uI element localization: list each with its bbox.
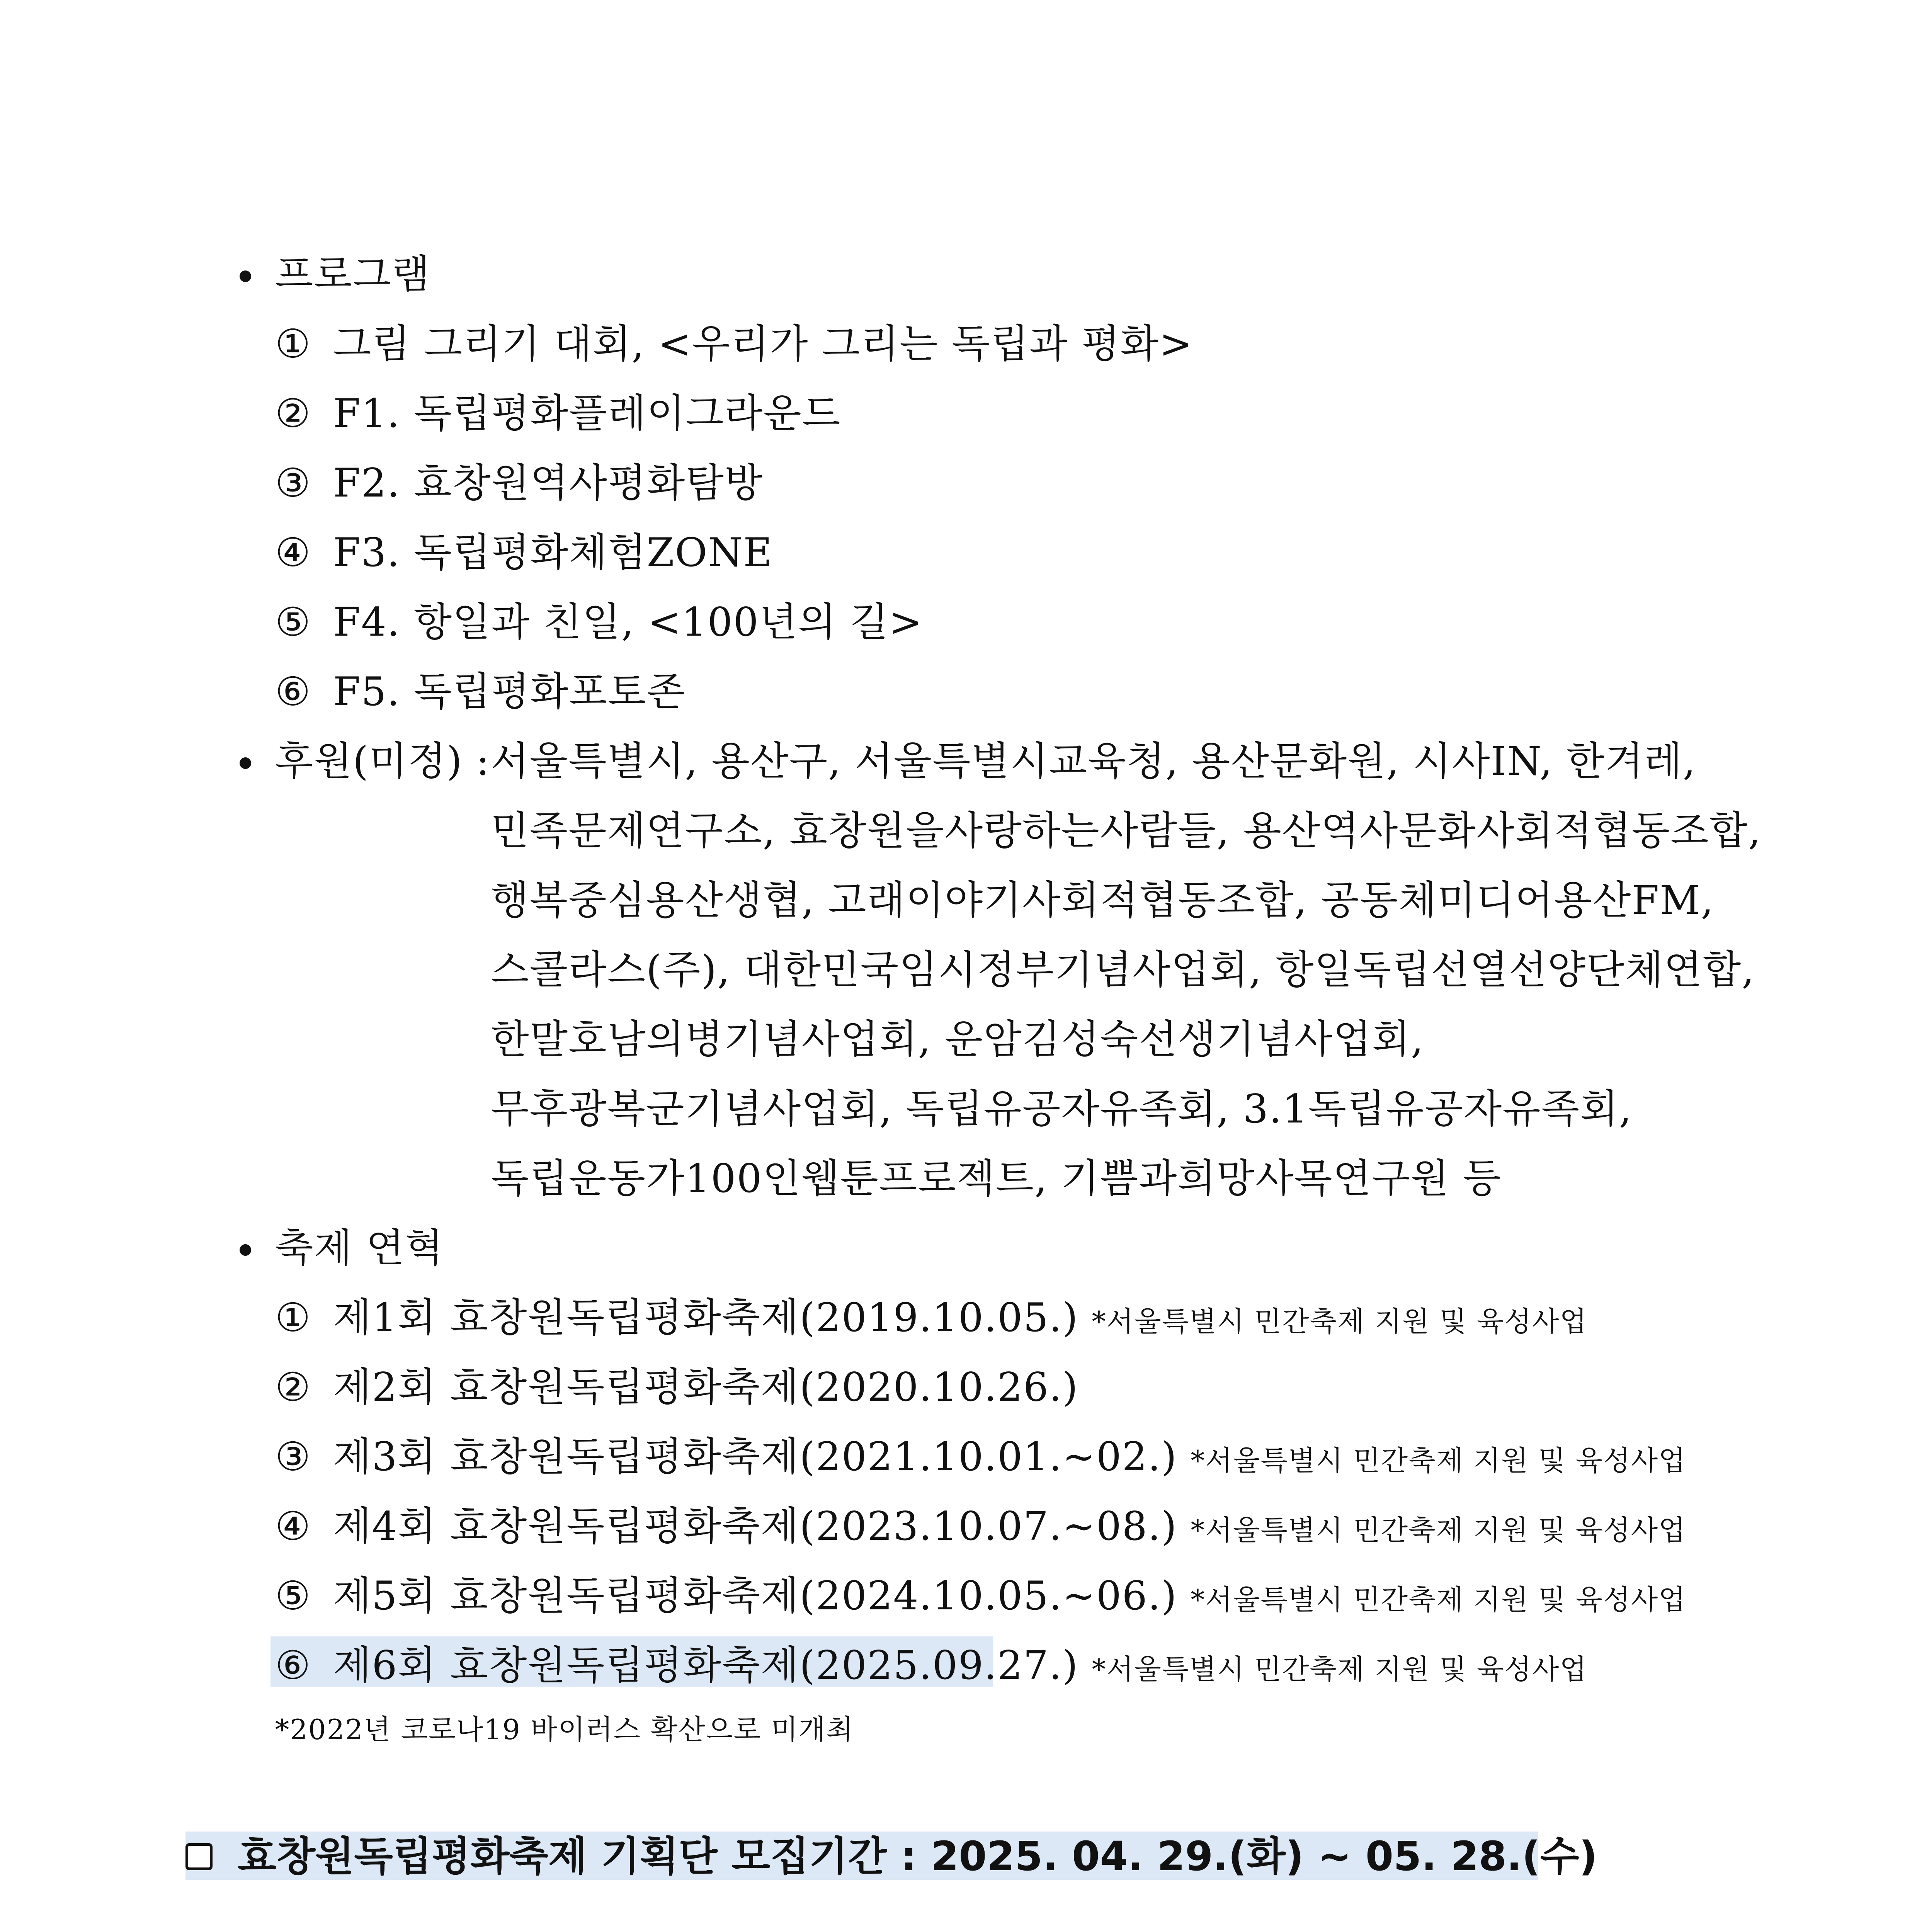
history-item-text: 제6회 효창원독립평화축제(2025.09.27.) [333, 1643, 1079, 1689]
bullet [240, 270, 251, 282]
program-item-text: F3. 독립평화체험ZONE [333, 530, 773, 576]
history-item-4 [275, 1503, 1686, 1549]
program-item-text: F5. 독립평화포토존 [333, 669, 686, 715]
circled-number: ⑤ [275, 599, 311, 645]
history-item-note: *서울특별시 민간축제 지원 및 육성사업 [1092, 1653, 1588, 1685]
program-item-text: 그림 그리기 대회, <우리가 그리는 독립과 평화> [333, 321, 1193, 367]
history-item-text: 제4회 효창원독립평화축제(2023.10.07.~08.) [333, 1503, 1177, 1549]
circled-number: ① [275, 321, 311, 367]
history-item-text: 제3회 효창원독립평화축제(2021.10.01.~02.) [333, 1434, 1177, 1480]
circled-number: ④ [275, 530, 311, 576]
circled-number: ② [275, 391, 311, 437]
sponsors-line-7: 독립운동가100인웹툰프로젝트, 기쁨과희망사목연구원 등 [491, 1156, 1502, 1202]
history-item-text: 제1회 효창원독립평화축제(2019.10.05.) [333, 1295, 1079, 1341]
history-title: 축제 연혁 [275, 1225, 444, 1271]
circled-number: ③ [275, 460, 311, 506]
history-item-3 [275, 1434, 1686, 1480]
history-item-1 [275, 1295, 1588, 1341]
circled-number: ④ [275, 1503, 311, 1549]
sponsors-line-2: 민족문제연구소, 효창원을사랑하는사람들, 용산역사문화사회적협동조합, [491, 808, 1762, 854]
history-item-note: *서울특별시 민간축제 지원 및 육성사업 [1092, 1305, 1588, 1338]
history-item-6 [275, 1643, 1588, 1689]
program-item-3 [275, 460, 764, 506]
history-item-note: *서울특별시 민간축제 지원 및 육성사업 [1191, 1444, 1686, 1477]
history-item-2 [275, 1364, 1079, 1410]
history-item-note: *서울특별시 민간축제 지원 및 육성사업 [1191, 1583, 1686, 1616]
program-title: 프로그램 [275, 252, 431, 298]
circled-number: ⑥ [275, 669, 311, 715]
history-footnote: *2022년 코로나19 바이러스 확산으로 미개최 [275, 1713, 854, 1746]
program-item-text: F1. 독립평화플레이그라운드 [333, 391, 841, 437]
history-item-text: 제5회 효창원독립평화축제(2024.10.05.~06.) [333, 1573, 1177, 1619]
bullet [240, 1244, 251, 1256]
program-item-1 [275, 321, 1193, 367]
circled-number: ① [275, 1295, 311, 1341]
program-item-6 [275, 669, 686, 715]
circled-number: ② [275, 1364, 311, 1410]
circled-number: ③ [275, 1434, 311, 1480]
sponsors-line-3: 행복중심용산생협, 고래이야기사회적협동조합, 공동체미디어용산FM, [491, 878, 1715, 923]
program-item-5 [275, 599, 923, 645]
program-item-4 [275, 530, 773, 576]
program-item-2 [275, 391, 841, 437]
sponsors-line-4: 스콜라스(주), 대한민국임시정부기념사업회, 항일독립선열선양단체연합, [491, 947, 1755, 993]
sponsors-line-1: 서울특별시, 용산구, 서울특별시교육청, 용산문화원, 시사IN, 한겨레, [491, 738, 1696, 784]
sponsors-line-6: 무후광복군기념사업회, 독립유공자유족회, 3.1독립유공자유족회, [491, 1086, 1633, 1132]
recruit-title: 효창원독립평화축제 기획단 모집기간 : 2025. 04. 29.(화) ~ 05. 28.(수) [238, 1833, 1597, 1880]
sponsors-line-5: 한말호남의병기념사업회, 운암김성숙선생기념사업회, [491, 1017, 1424, 1063]
history-item-text: 제2회 효창원독립평화축제(2020.10.26.) [333, 1364, 1079, 1410]
circled-number: ⑤ [275, 1573, 311, 1619]
bullet [240, 757, 251, 769]
history-item-5 [275, 1573, 1686, 1619]
history-item-note: *서울특별시 민간축제 지원 및 육성사업 [1191, 1514, 1686, 1546]
circled-number: ⑥ [275, 1643, 311, 1689]
program-item-text: F2. 효창원역사평화탐방 [333, 460, 764, 506]
sponsors-label: 후원(미정) : [275, 738, 490, 784]
checkbox-icon [185, 1843, 213, 1870]
program-item-text: F4. 항일과 친일, <100년의 길> [333, 599, 923, 645]
